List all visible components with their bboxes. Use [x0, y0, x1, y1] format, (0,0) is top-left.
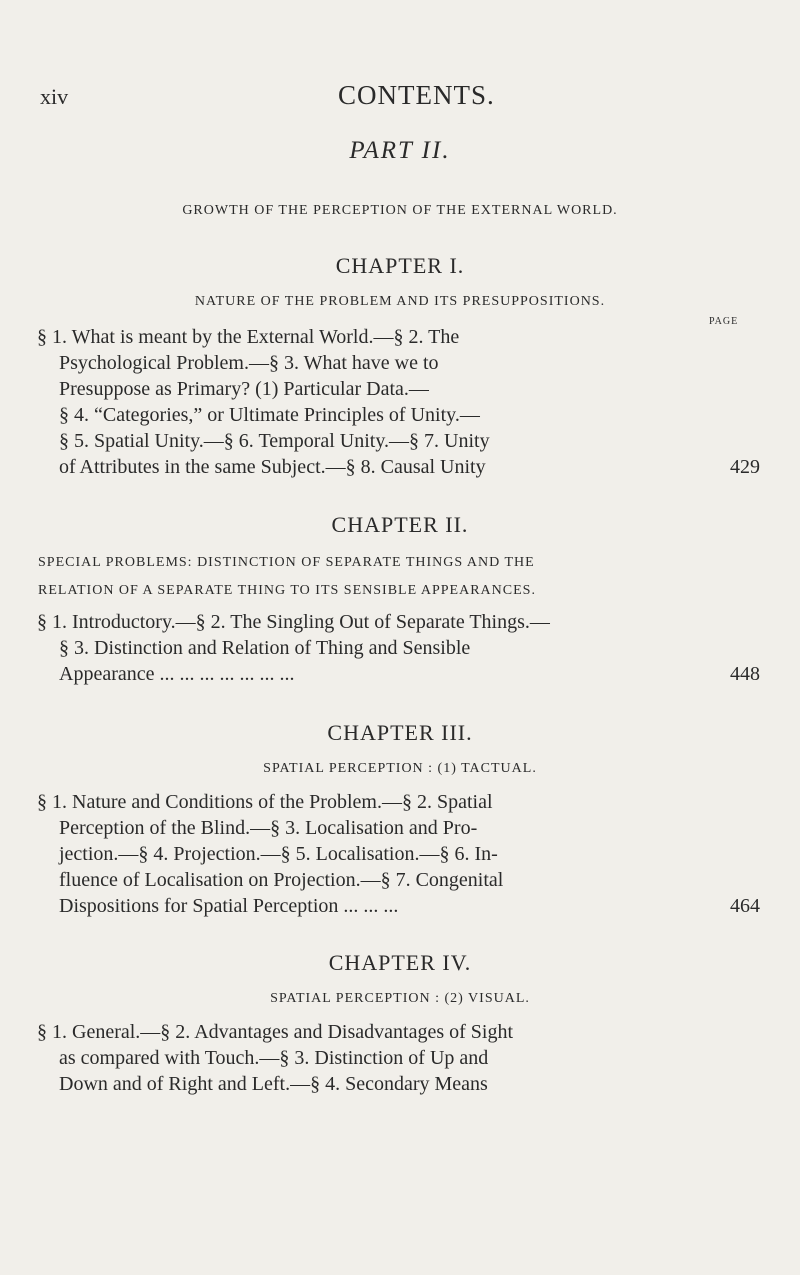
chapter-3-line: Dispositions for Spatial Perception ... ... ... [59, 895, 399, 917]
chapter-1-line: Psychological Problem.—§ 3. What have we to [59, 352, 439, 374]
part-subtitle: GROWTH OF THE PERCEPTION OF THE EXTERNAL WORLD. [182, 203, 618, 218]
chapter-3-page-number: 464 [730, 895, 760, 917]
chapter-2-subtitle: SPECIAL PROBLEMS: DISTINCTION OF SEPARATE THINGS AND THE [38, 555, 535, 570]
part-title: PART II. [349, 137, 451, 164]
chapter-1-title: CHAPTER I. [335, 253, 465, 278]
chapter-2-line: § 3. Distinction and Relation of Thing and Sensible [59, 637, 471, 659]
chapter-4-title: CHAPTER IV. [328, 950, 472, 975]
chapter-4-line: as compared with Touch.—§ 3. Distinction of Up and [59, 1047, 489, 1069]
chapter-3-line: fluence of Localisation on Projection.—§ 7. Congenital [59, 869, 504, 891]
chapter-2-line: § 1. Introductory.—§ 2. The Singling Out of Separate Things.— [37, 611, 550, 633]
chapter-4-line: § 1. General.—§ 2. Advantages and Disadvantages of Sight [37, 1021, 514, 1043]
chapter-1-line: of Attributes in the same Subject.—§ 8. Causal Unity [59, 456, 486, 478]
chapter-2-title: CHAPTER II. [331, 512, 469, 537]
running-head: CONTENTS. [338, 80, 495, 110]
chapter-1-line: § 5. Spatial Unity.—§ 6. Temporal Unity.—§ 7. Unity [59, 430, 490, 452]
chapter-2-page-number: 448 [730, 663, 760, 685]
chapter-1-subtitle: NATURE OF THE PROBLEM AND ITS PRESUPPOSITIONS. [194, 294, 606, 309]
chapter-3-subtitle: SPATIAL PERCEPTION : (1) TACTUAL. [263, 761, 537, 776]
chapter-3-line: § 1. Nature and Conditions of the Problem.—§ 2. Spatial [37, 791, 493, 813]
chapter-4-subtitle: SPATIAL PERCEPTION : (2) VISUAL. [270, 991, 530, 1006]
chapter-1-page-number: 429 [730, 456, 760, 478]
chapter-2-subtitle: RELATION OF A SEPARATE THING TO ITS SENSIBLE APPEARANCES. [38, 583, 536, 598]
chapter-4-line: Down and of Right and Left.—§ 4. Secondary Means [59, 1073, 488, 1095]
chapter-1-line: Presuppose as Primary? (1) Particular Data.— [59, 378, 429, 400]
chapter-3-title: CHAPTER III. [327, 720, 473, 745]
chapter-1-line: § 1. What is meant by the External World.—§ 2. The [37, 326, 460, 348]
page-folio: xiv [40, 84, 69, 109]
page-column-label: PAGE [709, 316, 739, 327]
chapter-1-line: § 4. “Categories,” or Ultimate Principles of Unity.— [59, 404, 480, 426]
chapter-2-line: Appearance ... ... ... ... ... ... ... [59, 663, 295, 685]
chapter-3-line: jection.—§ 4. Projection.—§ 5. Localisation.—§ 6. In- [59, 843, 498, 865]
chapter-3-line: Perception of the Blind.—§ 3. Localisation and Pro- [59, 817, 478, 839]
